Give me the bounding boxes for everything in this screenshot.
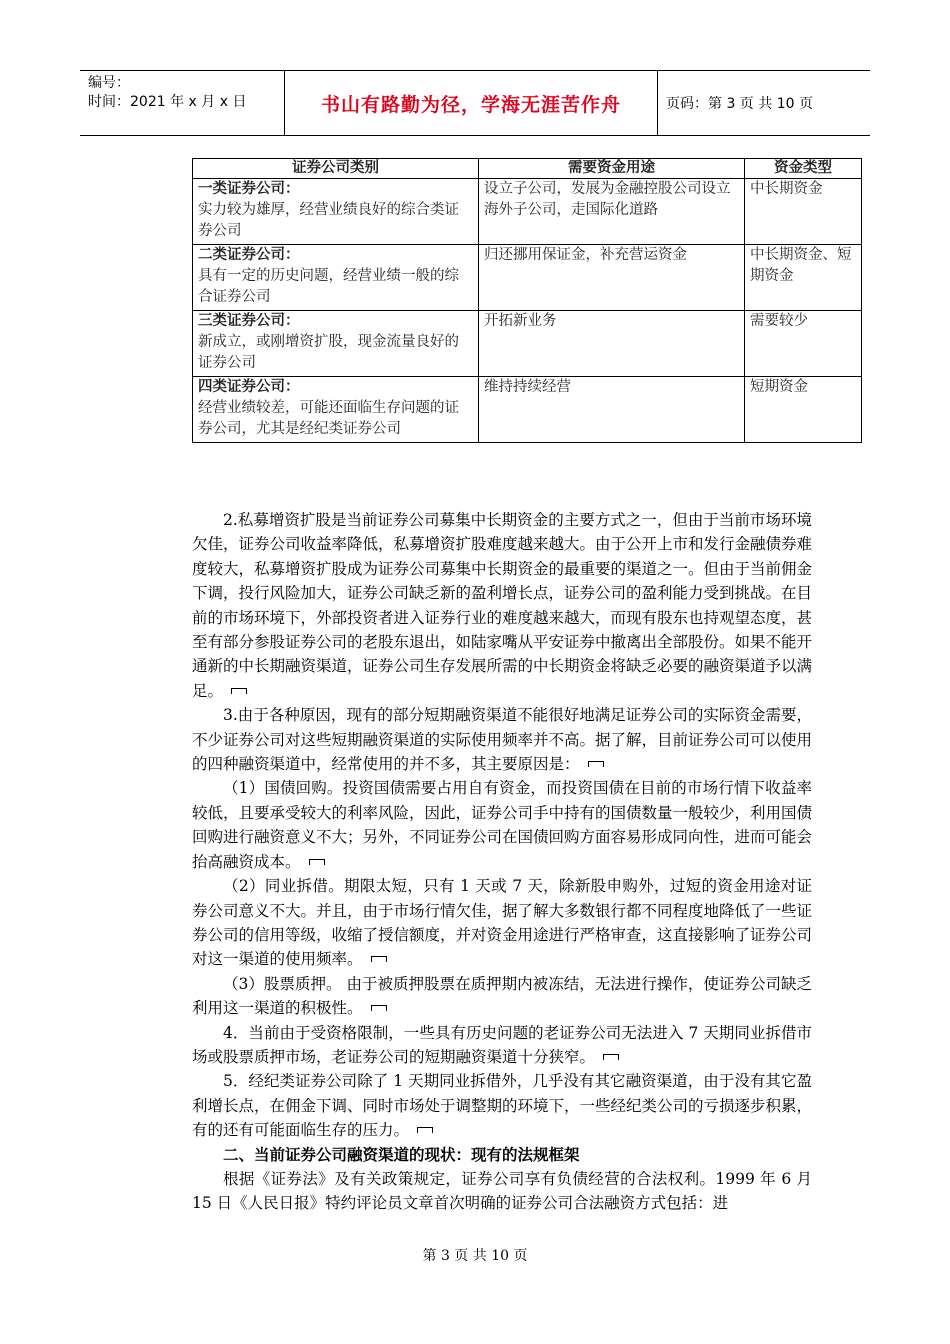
usage-cell: 设立子公司，发展为金融控股公司设立海外子公司，走国际化道路 bbox=[479, 179, 745, 245]
fund-type-cell: 需要较少 bbox=[745, 311, 862, 377]
page-footer: 第 3 页 共 10 页 bbox=[422, 1248, 528, 1264]
paragraph-mark-icon bbox=[588, 761, 604, 767]
paragraph-mark-icon bbox=[417, 1127, 433, 1133]
category-cell bbox=[193, 311, 479, 377]
body-text bbox=[192, 508, 812, 1216]
usage-cell: 维持持续经营 bbox=[479, 377, 745, 443]
paragraph-mark-icon bbox=[603, 1054, 619, 1060]
category-name: 二类证券公司： bbox=[198, 247, 300, 263]
paragraph bbox=[192, 776, 812, 874]
fund-type-cell: 中长期资金 bbox=[745, 179, 862, 245]
paragraph-text: 5．经纪类证券公司除了 1 天期同业拆借外，几乎没有其它融资渠道，由于没有其它盈利增长点，在佣金下调、同时市场处于调整期的环境下，一些经纪类公司的亏损逐步积累，有的还有可能面临生存的压力。 bbox=[192, 1072, 813, 1140]
paragraph bbox=[192, 874, 812, 972]
category-cell bbox=[193, 377, 479, 443]
category-cell bbox=[193, 179, 479, 245]
table-row bbox=[193, 179, 862, 245]
category-description: 经营业绩较差，可能还面临生存问题的证券公司，尤其是经纪类证券公司 bbox=[198, 400, 459, 437]
category-name: 一类证券公司： bbox=[198, 181, 300, 197]
securities-company-category-table bbox=[192, 158, 862, 443]
paragraph-text: （2）同业拆借。期限太短，只有 1 天或 7 天，除新股申购外，过短的资金用途对证券公司意义不大。并且，由于市场行情欠佳，据了解大多数银行都不同程度地降低了一些证券公司的信用等级，收缩了授信额度，并对资金用途进行严格审查，这直接影响了证券公司对这一渠道的使用频率。 bbox=[192, 877, 813, 969]
paragraph-text: （3）股票质押。 由于被质押股票在质押期内被冻结，无法进行操作，使证券公司缺乏利用这一渠道的积极性。 bbox=[192, 974, 812, 1018]
category-name: 三类证券公司： bbox=[198, 313, 300, 329]
header-motto: 书山有路勤为径，学海无涯苦作舟 bbox=[285, 71, 658, 135]
category-cell bbox=[193, 245, 479, 311]
table-row bbox=[193, 311, 862, 377]
fund-type-cell: 短期资金 bbox=[745, 377, 862, 443]
table-header-row bbox=[193, 159, 862, 179]
column-header-usage: 需要资金用途 bbox=[479, 159, 745, 179]
category-description: 实力较为雄厚，经营业绩良好的综合类证券公司 bbox=[198, 202, 459, 239]
table-row bbox=[193, 377, 862, 443]
usage-cell: 开拓新业务 bbox=[479, 311, 745, 377]
category-description: 具有一定的历史问题，经营业绩一般的综合证券公司 bbox=[198, 268, 459, 305]
column-header-category: 证券公司类别 bbox=[193, 159, 479, 179]
paragraph-text: 3.由于各种原因，现有的部分短期融资渠道不能很好地满足证券公司的实际资金需要，不少证券公司对这些短期融资渠道的实际使用频率并不高。据了解，目前证券公司可以使用的四种融资渠道中，经常使用的并不多，其主要原因是： bbox=[192, 706, 813, 774]
header-left-cell bbox=[80, 71, 285, 135]
paragraph-mark-icon bbox=[371, 1005, 387, 1011]
page-header bbox=[80, 70, 870, 136]
column-header-fund-type: 资金类型 bbox=[745, 159, 862, 179]
paragraph: 根据《证券法》及有关政策规定，证券公司享有负债经营的合法权利。1999 年 6 月 15 日《人民日报》特约评论员文章首次明确的证券公司合法融资方式包括：进 bbox=[192, 1169, 812, 1213]
paragraph-mark-icon bbox=[231, 688, 247, 694]
paragraph-text: 4．当前由于受资格限制，一些具有历史问题的老证券公司无法进入 7 天期同业拆借市场或股票质押市场，老证券公司的短期融资渠道十分狭窄。 bbox=[192, 1023, 812, 1066]
header-page-label: 页码：第 3 页 共 10 页 bbox=[666, 96, 813, 112]
document-number-label: 编号： bbox=[88, 75, 130, 91]
category-name: 四类证券公司： bbox=[198, 379, 300, 395]
table-row bbox=[193, 245, 862, 311]
paragraph bbox=[192, 1069, 812, 1142]
usage-cell: 归还挪用保证金，补充营运资金 bbox=[479, 245, 745, 311]
paragraph bbox=[192, 972, 812, 1021]
paragraph-mark-icon bbox=[309, 859, 325, 865]
paragraph bbox=[192, 508, 812, 703]
fund-type-cell: 中长期资金、短期资金 bbox=[745, 245, 862, 311]
paragraph bbox=[192, 703, 812, 776]
document-date-label: 时间：2021 年 x 月 x 日 bbox=[88, 94, 247, 110]
category-description: 新成立，或刚增资扩股，现金流量良好的证券公司 bbox=[198, 334, 459, 371]
section-heading: 二、当前证券公司融资渠道的现状：现有的法规框架 bbox=[223, 1144, 580, 1164]
paragraph-mark-icon bbox=[371, 956, 387, 962]
paragraph bbox=[192, 1021, 812, 1070]
paragraph-text: 2.私募增资扩股是当前证券公司募集中长期资金的主要方式之一，但由于当前市场环境欠佳，证券公司收益率降低，私募增资扩股难度越来越大。由于公开上市和发行金融债券难度较大，私募增资扩股成为证券公司募集中长期资金的最重要的渠道之一。但由于当前佣金下调，投行风险加大，证券公司缺乏新的盈利增长点，证券公司的盈利能力受到挑战。在目前的市场环境下，外部投资者进入证券行业的难度越来越大，而现有股东也持观望态度，甚至有部分参股证券公司的老股东退出，如陆家嘴从平安证券中撤离出全部股份。如果不能开通新的中长期融资渠道，证券公司生存发展所需的中长期资金将缺乏必要的融资渠道予以满足。 bbox=[192, 511, 813, 700]
paragraph-text: （1）国债回购。投资国债需要占用自有资金，而投资国债在目前的市场行情下收益率较低，且要承受较大的利率风险，因此，证券公司手中持有的国债数量一般较少，利用国债回购进行融资意义不大；另外，不同证券公司在国债回购方面容易形成同向性，进而可能会抬高融资成本。 bbox=[192, 779, 813, 871]
